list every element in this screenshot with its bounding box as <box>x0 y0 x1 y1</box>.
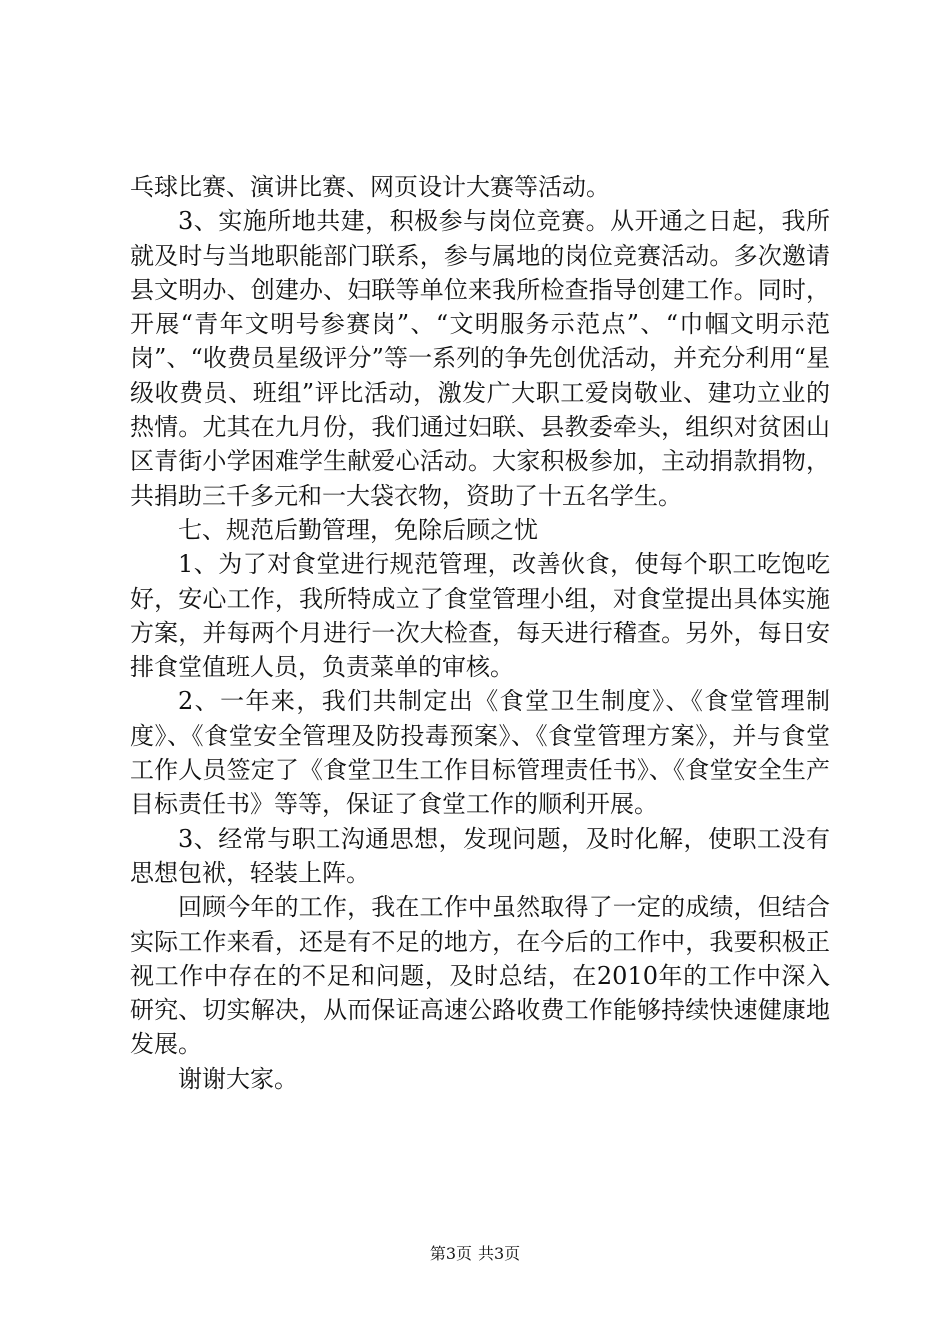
document-body <box>130 170 830 1096</box>
page-number: 第3页 <box>429 1244 472 1263</box>
page-footer <box>0 1243 950 1265</box>
section-heading-logistics: 七、规范后勤管理，免除后顾之忧 <box>178 515 538 544</box>
page-total: 共3页 <box>478 1244 521 1263</box>
paragraph-review: 回顾今年的工作，我在工作中虽然取得了一定的成绩，但结合实际工作来看，还是有不足的地方，在今后的工作中，我要积极正视工作中存在的不足和问题，及时总结，在2010年的工作中深入研究、切实解决，从而保证高速公路收费工作能够持续快速健康地发展。 <box>130 893 830 1059</box>
paragraph-item-2-regulations: 2、一年来，我们共制定出《食堂卫生制度》、《食堂管理制度》、《食堂安全管理及防投毒预案》、《食堂管理方案》，并与食堂工作人员签定了《食堂卫生工作目标管理责任书》、《食堂安全生产目标责任书》等等，保证了食堂工作的顺利开展。 <box>130 687 830 819</box>
paragraph-item-1-canteen: 1、为了对食堂进行规范管理，改善伙食，使每个职工吃饱吃好，安心工作，我所特成立了食堂管理小组，对食堂提出具体实施方案，并每两个月进行一次大检查，每天进行稽查。另外，每日安排食堂值班人员，负责菜单的审核。 <box>130 550 830 682</box>
paragraph-item-3-communication: 3、经常与职工沟通思想，发现问题，及时化解，使职工没有思想包袱，轻装上阵。 <box>130 824 830 887</box>
paragraph-item-3-joint-construction: 3、实施所地共建，积极参与岗位竞赛。从开通之日起，我所就及时与当地职能部门联系，参与属地的岗位竞赛活动。多次邀请县文明办、创建办、妇联等单位来我所检查指导创建工作。同时，开展“青年文明号参赛岗”、“文明服务示范点”、“巾帼文明示范岗”、“收费员星级评分”等一系列的争先创优活动，并充分利用“星级收费员、班组”评比活动，激发广大职工爱岗敬业、建功立业的热情。尤其在九月份，我们通过妇联、县教委牵头，组织对贫困山区青街小学困难学生献爱心活动。大家积极参加，主动捐款捐物，共捐助三千多元和一大袋衣物，资助了十五名学生。 <box>130 207 830 510</box>
paragraph-thanks: 谢谢大家。 <box>178 1064 298 1093</box>
paragraph-continuation: 乓球比赛、演讲比赛、网页设计大赛等活动。 <box>130 173 610 201</box>
